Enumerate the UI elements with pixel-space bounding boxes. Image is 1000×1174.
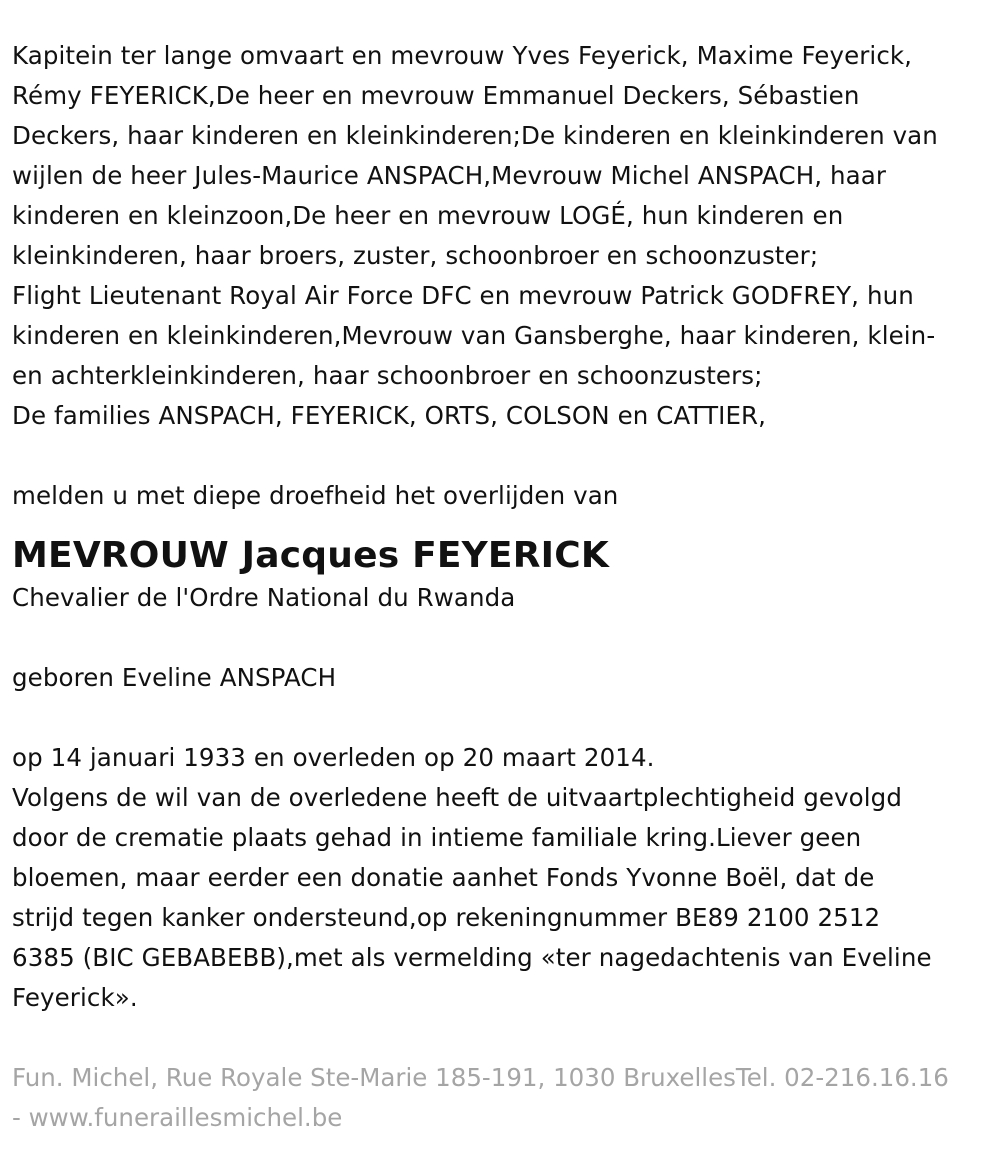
family-line: De families ANSPACH, FEYERICK, ORTS, COLSON en CATTIER, — [12, 401, 767, 430]
family-line: Deckers, haar kinderen en kleinkinderen;De kinderen en kleinkinderen van — [12, 121, 938, 150]
details-line: strijd tegen kanker ondersteund,op rekeningnummer BE89 2100 2512 — [12, 903, 881, 932]
details-line: Feyerick». — [12, 983, 138, 1012]
details-line: bloemen, maar eerder een donatie aanhet Fonds Yvonne Boël, dat de — [12, 863, 875, 892]
details-line: Volgens de wil van de overledene heeft de uitvaartplechtigheid gevolgd — [12, 783, 902, 812]
details-line: op 14 januari 1933 en overleden op 20 maart 2014. — [12, 743, 655, 772]
family-line: kleinkinderen, haar broers, zuster, schoonbroer en schoonzuster; — [12, 241, 819, 270]
deceased-name: MEVROUW Jacques FEYERICK — [12, 535, 609, 576]
family-line: Rémy FEYERICK,De heer en mevrouw Emmanuel Deckers, Sébastien — [12, 81, 860, 110]
spacer — [12, 618, 988, 658]
family-line: wijlen de heer Jules-Maurice ANSPACH,Mevrouw Michel ANSPACH, haar — [12, 161, 887, 190]
family-line: Kapitein ter lange omvaart en mevrouw Yves Feyerick, Maxime Feyerick, — [12, 41, 913, 70]
honorary-title: Chevalier de l'Ordre National du Rwanda — [12, 583, 516, 612]
family-line: kinderen en kleinzoon,De heer en mevrouw LOGÉ, hun kinderen en — [12, 201, 844, 230]
birth-name: geboren Eveline ANSPACH — [12, 663, 337, 692]
details-line: door de crematie plaats gehad in intieme familiale kring.Liever geen — [12, 823, 862, 852]
intro-text: melden u met diepe droefheid het overlijden van — [12, 481, 619, 510]
spacer — [12, 436, 988, 476]
footer-line: Fun. Michel, Rue Royale Ste-Marie 185-191, 1030 BruxellesTel. 02-216.16.16 — [12, 1063, 949, 1092]
family-line: Flight Lieutenant Royal Air Force DFC en mevrouw Patrick GODFREY, hun — [12, 281, 914, 310]
funeral-home-footer — [12, 1058, 988, 1138]
spacer — [12, 698, 988, 738]
family-line: kinderen en kleinkinderen,Mevrouw van Gansberghe, haar kinderen, klein- — [12, 321, 936, 350]
details-text — [12, 738, 988, 1018]
family-list — [12, 36, 988, 436]
family-line: en achterkleinkinderen, haar schoonbroer en schoonzusters; — [12, 361, 763, 390]
details-line: 6385 (BIC GEBABEBB),met als vermelding «ter nagedachtenis van Eveline — [12, 943, 932, 972]
footer-line: - www.funeraillesmichel.be — [12, 1103, 343, 1132]
